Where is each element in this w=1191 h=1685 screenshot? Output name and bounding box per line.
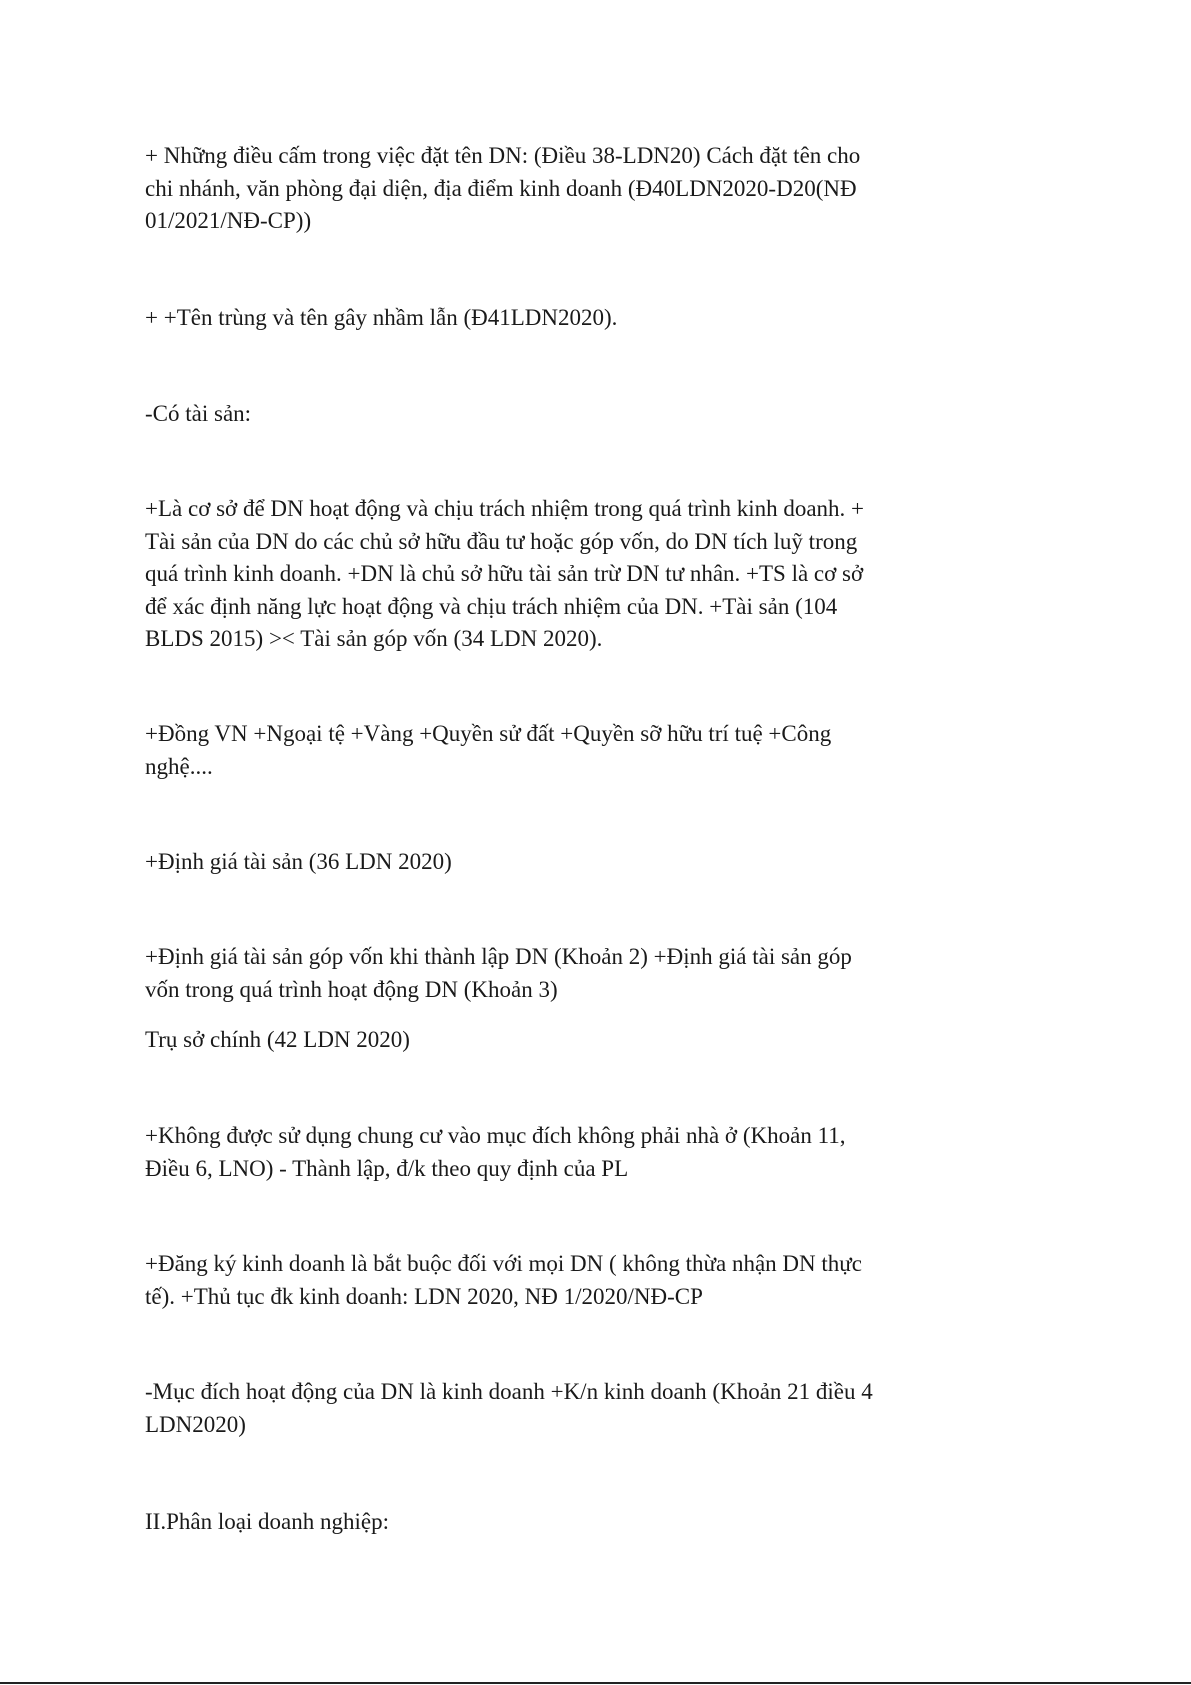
page-bottom-divider bbox=[0, 1682, 1191, 1684]
paragraph-duplicate-names: + +Tên trùng và tên gây nhầm lẫn (Đ41LDN2020). bbox=[145, 305, 618, 330]
paragraph-asset-basis: +Là cơ sở để DN hoạt động và chịu trách nhiệm trong quá trình kinh doanh. + Tài sản của DN do các chủ sở hữu đầu tư hoặc góp vốn, do DN tích luỹ trong quá trình kinh doanh. +DN là chủ sở hữu tài sản trừ DN tư nhân. +TS là cơ sở để xác định năng lực hoạt động và chịu trách nhiệm của DN. +Tài sản (104 BLDS 2015) >< Tài sản góp vốn (34 LDN 2020). bbox=[145, 496, 865, 651]
paragraph-has-assets: -Có tài sản: bbox=[145, 401, 252, 426]
paragraph-business-purpose: -Mục đích hoạt động của DN là kinh doanh +K/n kinh doanh (Khoản 21 điều 4 LDN2020) bbox=[145, 1379, 873, 1437]
paragraph-head-office: Trụ sở chính (42 LDN 2020) bbox=[145, 1027, 410, 1052]
paragraph-naming-prohibitions: + Những điều cấm trong việc đặt tên DN: (Điều 38-LDN20) Cách đặt tên cho chi nhánh, văn phòng đại diện, địa điểm kinh doanh (Đ40LDN2020-D20(NĐ 01/2021/NĐ-CP)) bbox=[145, 143, 861, 233]
paragraph-asset-valuation: +Định giá tài sản (36 LDN 2020) bbox=[145, 849, 452, 874]
paragraph-asset-types: +Đồng VN +Ngoại tệ +Vàng +Quyền sử đất +Quyền sỡ hữu trí tuệ +Công nghệ.... bbox=[145, 721, 832, 779]
paragraph-apartment-use: +Không được sử dụng chung cư vào mục đích không phải nhà ở (Khoản 11, Điều 6, LNO) - Thành lập, đ/k theo quy định của PL bbox=[145, 1123, 846, 1181]
paragraph-business-registration: +Đăng ký kinh doanh là bắt buộc đối với mọi DN ( không thừa nhận DN thực tế). +Thủ tục đk kinh doanh: LDN 2020, NĐ 1/2020/NĐ-CP bbox=[145, 1251, 862, 1309]
paragraph-contribution-valuation: +Định giá tài sản góp vốn khi thành lập DN (Khoản 2) +Định giá tài sản góp vốn trong quá trình hoạt động DN (Khoản 3) bbox=[145, 944, 852, 1002]
section-heading-enterprise-classification: II.Phân loại doanh nghiệp: bbox=[145, 1509, 390, 1534]
